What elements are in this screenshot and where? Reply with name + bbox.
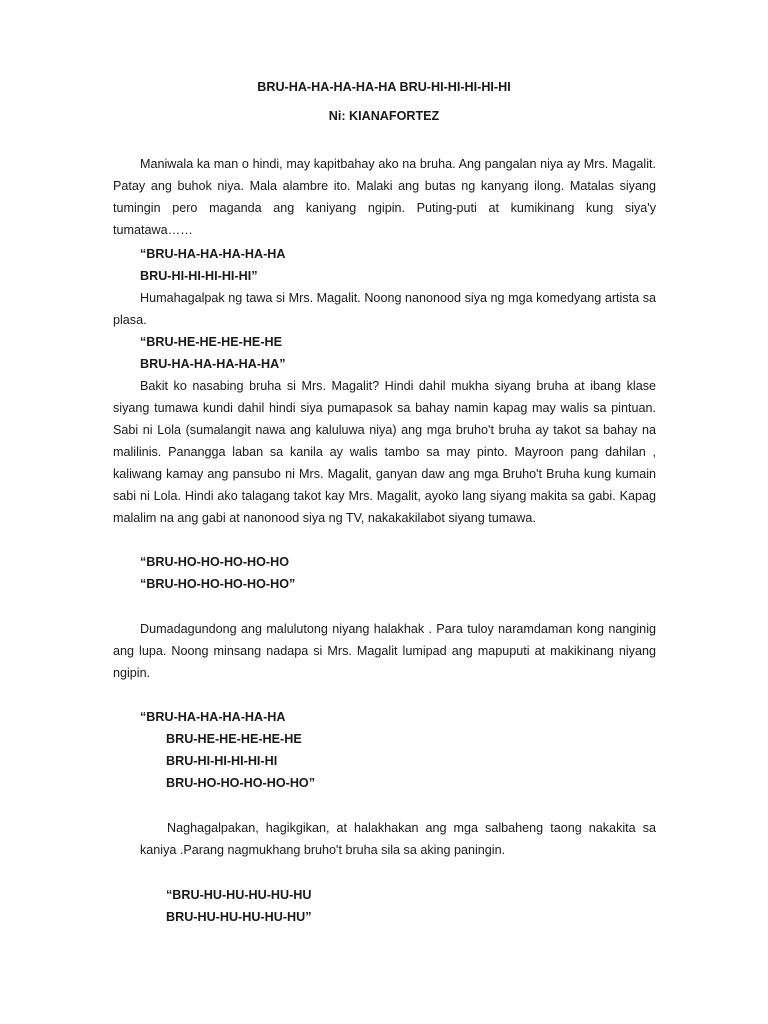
chant-line: BRU-HI-HI-HI-HI-HI [166,754,278,768]
chant-line: “BRU-HO-HO-HO-HO-HO [140,555,290,569]
chant-line: BRU-HI-HI-HI-HI-HI” [140,269,258,283]
story-title: BRU-HA-HA-HA-HA-HA BRU-HI-HI-HI-HI-HI [257,80,511,94]
paragraph-1: Maniwala ka man o hindi, may kapitbahay ako na bruha. Ang pangalan niya ay Mrs. Magalit. Patay ang buhok niya. Mala alambre ito. Malaki ang butas ng kanyang ilong. Matalas siyang tumingin pero maganda ang kaniyang ngipin. Puting-puti at kumikinang kung siya'y tumatawa…… [113,157,656,237]
paragraph-2: Humahagalpak ng tawa si Mrs. Magalit. Noong nanonood siya ng mga komedyang artista sa plasa. [113,291,656,327]
chant-line: “BRU-HA-HA-HA-HA-HA [140,247,286,261]
chant-line: “BRU-HA-HA-HA-HA-HA [140,710,286,724]
story-author: Ni: KIANAFORTEZ [328,109,440,123]
chant-line: “BRU-HU-HU-HU-HU-HU [166,888,312,902]
chant-line: BRU-HO-HO-HO-HO-HO” [166,776,316,790]
chant-line: “BRU-HO-HO-HO-HO-HO” [140,577,296,591]
paragraph-3: Bakit ko nasabing bruha si Mrs. Magalit? Hindi dahil mukha siyang bruha at ibang klase siyang tumawa kundi dahil hindi siya pumapasok sa bahay namin kapag may walis sa pintuan. Sabi ni Lola (sumalangit nawa ang kaluluwa niya) ang mga bruho't bruha ay takot sa bahay na malilinis. Panangga laban sa kanila ay walis tambo sa may pinto. Mayroon pang dahilan , kaliwang kamay ang pansubo ni Mrs. Magalit, ganyan daw ang mga Bruho't Bruha kung kumain sabi ni Lola. Hindi ako talagang takot kay Mrs. Magalit, ayoko lang siyang makita sa gabi. Kapag malalim na ang gabi at nanonood siya ng TV, nakakakilabot siyang tumawa. [113,379,656,525]
chant-line: “BRU-HE-HE-HE-HE-HE [140,335,283,349]
chant-line: BRU-HE-HE-HE-HE-HE [166,732,302,746]
paragraph-4: Dumadagundong ang malulutong niyang halakhak . Para tuloy naramdaman kong nanginig ang lupa. Noong minsang nadapa si Mrs. Magalit lumipad ang mapuputi at makikinang niyang ngipin. [113,622,656,680]
paragraph-5: Naghagalpakan, hagikgikan, at halakhakan ang mga salbaheng taong nakakita sa kaniya .Parang nagmukhang bruho't bruha sila sa aking paningin. [140,821,656,857]
chant-line: BRU-HU-HU-HU-HU-HU” [166,910,312,924]
chant-line: BRU-HA-HA-HA-HA-HA” [140,357,286,371]
